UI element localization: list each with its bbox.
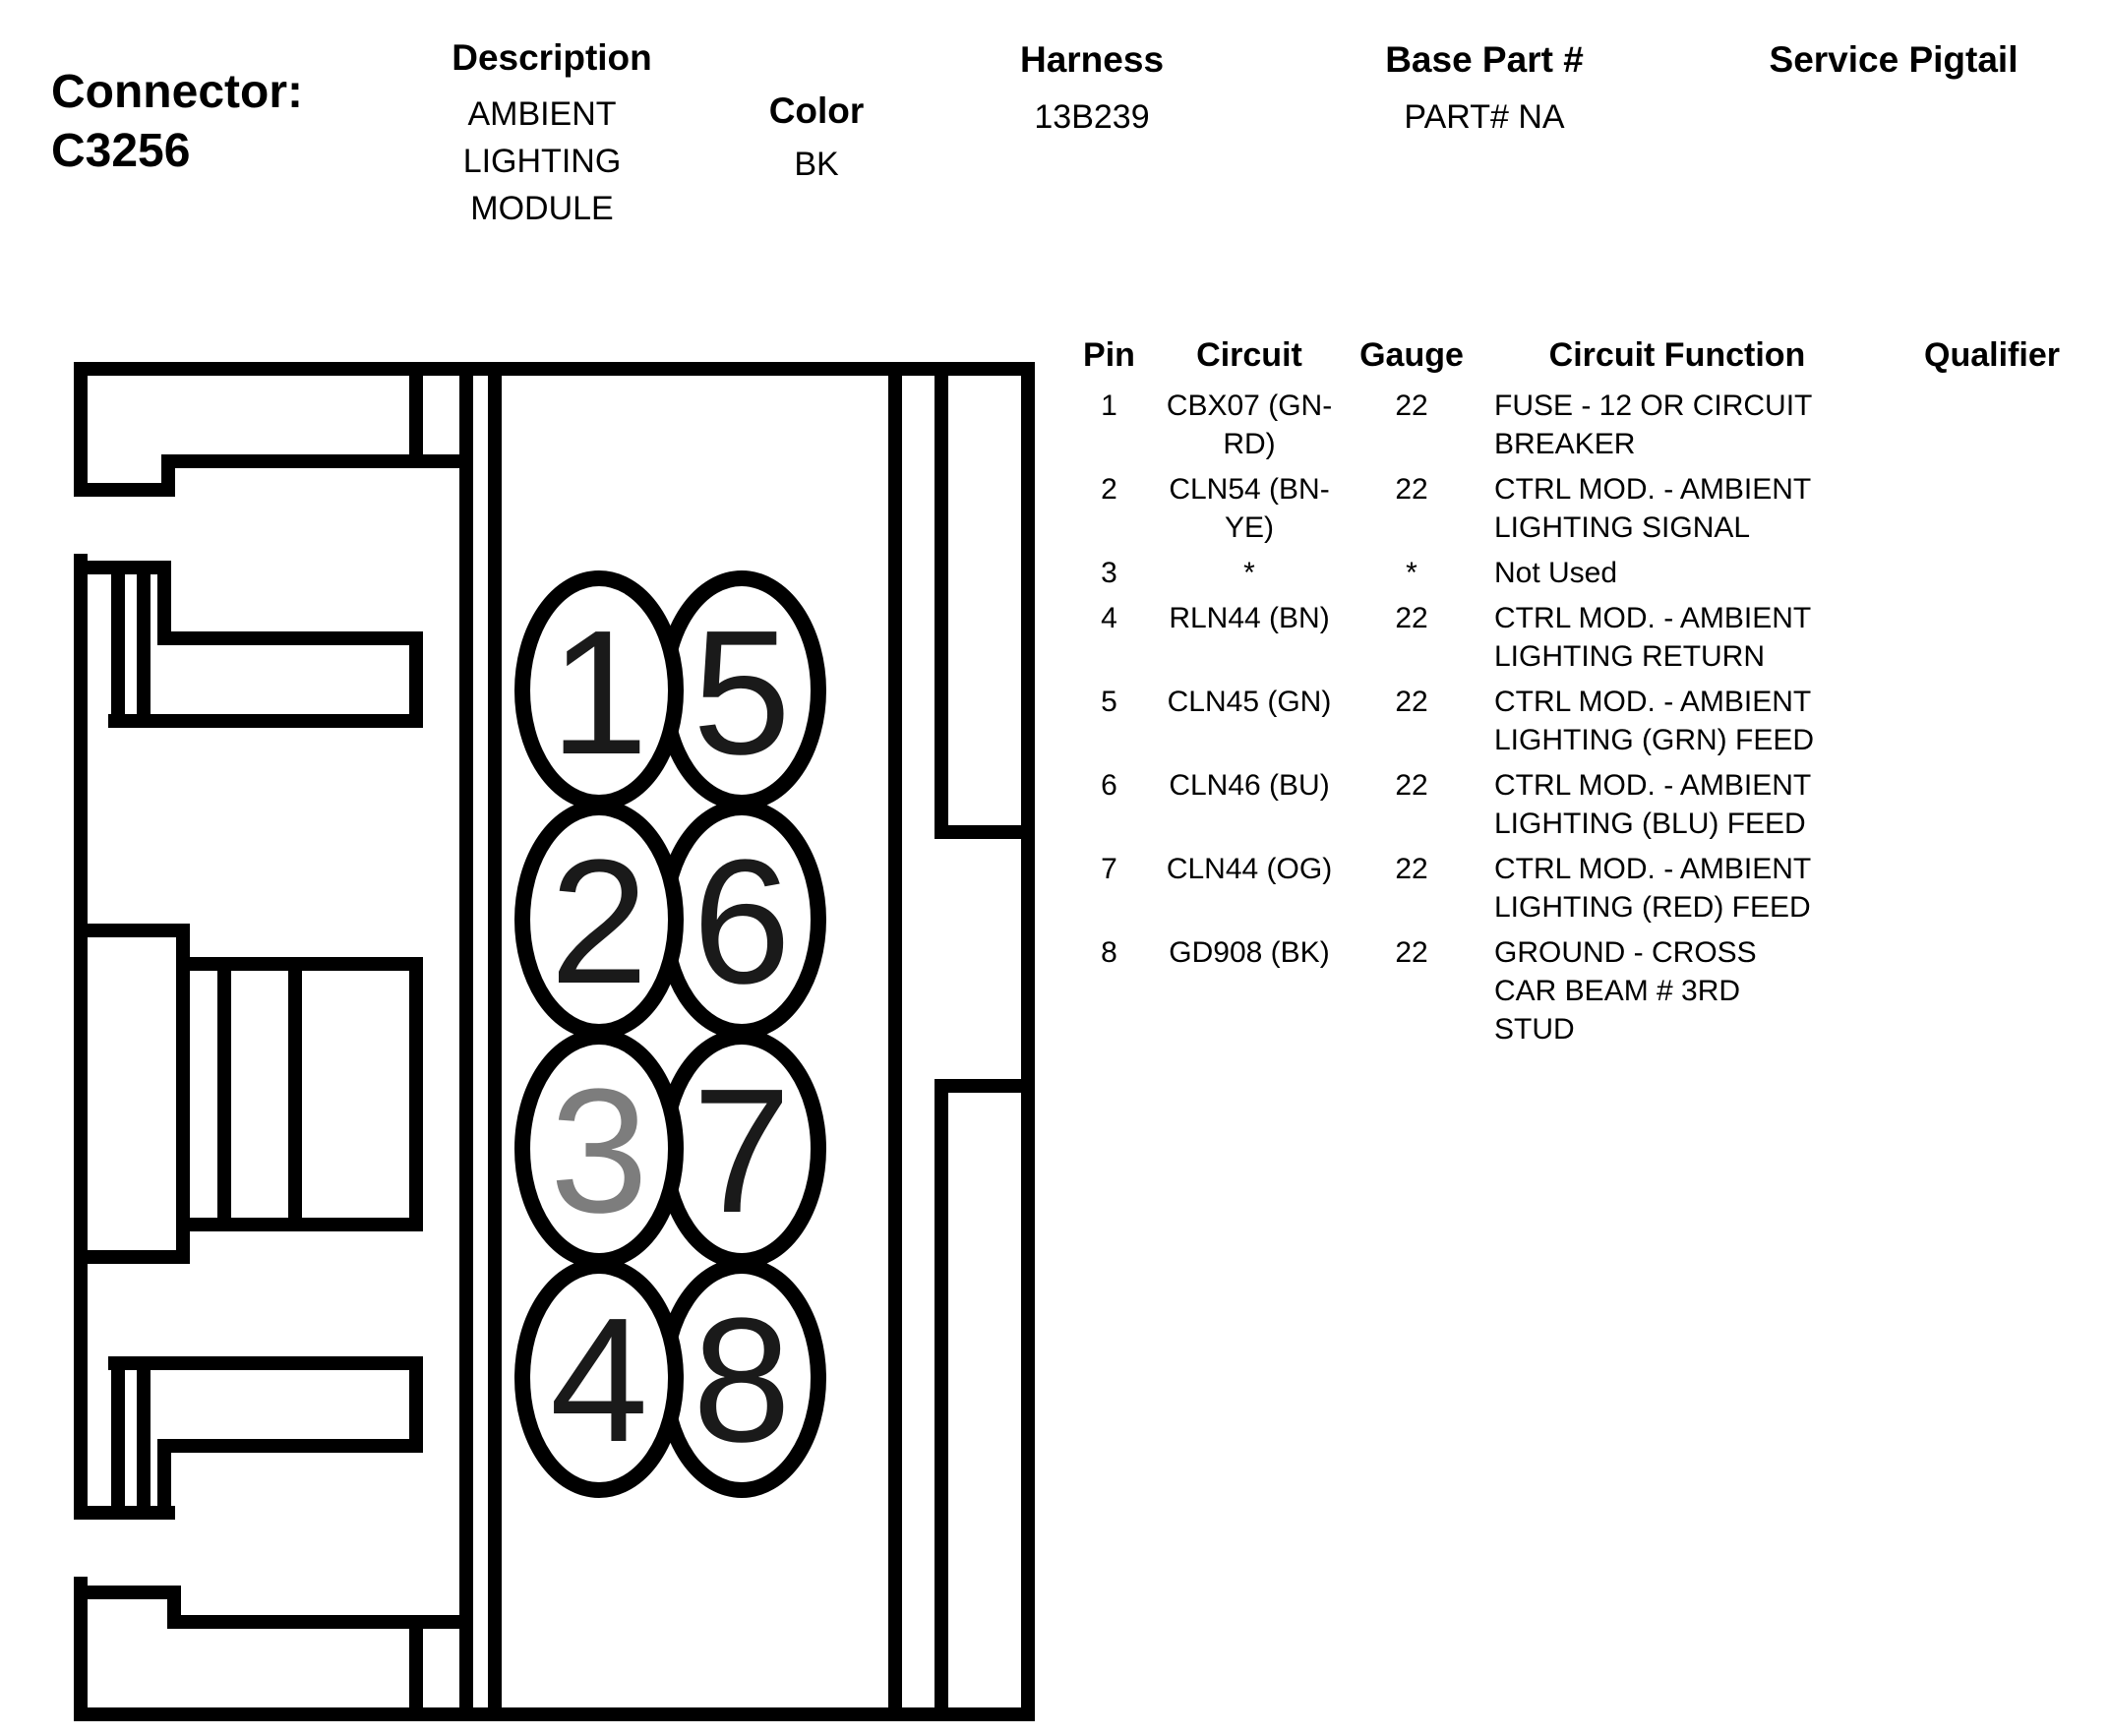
pin-number-1: 1 — [549, 594, 649, 792]
table-row: 6 CLN46 (BU) 22 CTRL MOD. - AMBIENT LIGHTING (BLU) FEED — [1101, 769, 1811, 840]
table-row: 5 CLN45 (GN) 22 CTRL MOD. - AMBIENT LIGHTING (GRN) FEED — [1101, 686, 1815, 756]
service-pigtail-column-header: Service Pigtail — [1769, 39, 2019, 80]
harness-column-header: Harness — [1019, 39, 1165, 80]
connector-id: C3256 — [51, 125, 191, 177]
pin-number-4: 4 — [549, 1282, 649, 1479]
connector-latch-top-left — [81, 369, 466, 490]
description-value: AMBIENT LIGHTING MODULE — [462, 95, 622, 227]
col-header-circuit: Circuit — [1196, 336, 1302, 374]
connector-finger-lower-top — [115, 1363, 416, 1446]
pin-number-6: 6 — [692, 823, 792, 1021]
connector-notch-upper-right — [941, 369, 1028, 832]
base-part-value: PART# NA — [1404, 98, 1565, 136]
color-column-header: Color — [768, 90, 865, 131]
table-row: 8 GD908 (BK) 22 GROUND - CROSS CAR BEAM # 3RD STUD — [1101, 936, 1757, 1046]
color-value: BK — [794, 146, 839, 183]
table-row: 1 CBX07 (GN-RD) 22 FUSE - 12 OR CIRCUIT BREAKER — [1101, 389, 1812, 460]
col-header-pin: Pin — [1083, 336, 1135, 374]
col-header-circuit-function: Circuit Function — [1548, 336, 1806, 374]
connector-notch-lower-right — [941, 1086, 1028, 1714]
connector-latch-bottom-left — [81, 1592, 466, 1622]
pin-number-8: 8 — [692, 1282, 792, 1479]
pin-number-3: 3 — [549, 1052, 649, 1250]
col-header-qualifier: Qualifier — [1924, 336, 2060, 374]
pin-number-7: 7 — [692, 1052, 792, 1250]
pin-number-2: 2 — [549, 823, 649, 1021]
connector-finger-lower-bottom — [164, 1446, 416, 1513]
base-part-column-header: Base Part # — [1385, 39, 1584, 80]
pin-number-5: 5 — [692, 594, 792, 792]
table-row: 4 RLN44 (BN) 22 CTRL MOD. - AMBIENT LIGHTING RETURN — [1101, 602, 1811, 673]
table-row: 2 CLN54 (BN-YE) 22 CTRL MOD. - AMBIENT LIGHTING SIGNAL — [1101, 473, 1811, 544]
harness-value: 13B239 — [1034, 98, 1150, 136]
description-column-header: Description — [452, 37, 652, 78]
table-row: 7 CLN44 (OG) 22 CTRL MOD. - AMBIENT LIGHTING (RED) FEED — [1101, 853, 1811, 924]
connector-finger-upper-top — [81, 568, 416, 638]
connector-key-box-outline — [81, 930, 416, 1257]
col-header-gauge: Gauge — [1359, 336, 1464, 374]
connector-label: Connector: — [51, 66, 303, 118]
table-row: 3 * * Not Used — [1101, 557, 1618, 589]
connector-finger-upper-bottom — [115, 638, 416, 721]
